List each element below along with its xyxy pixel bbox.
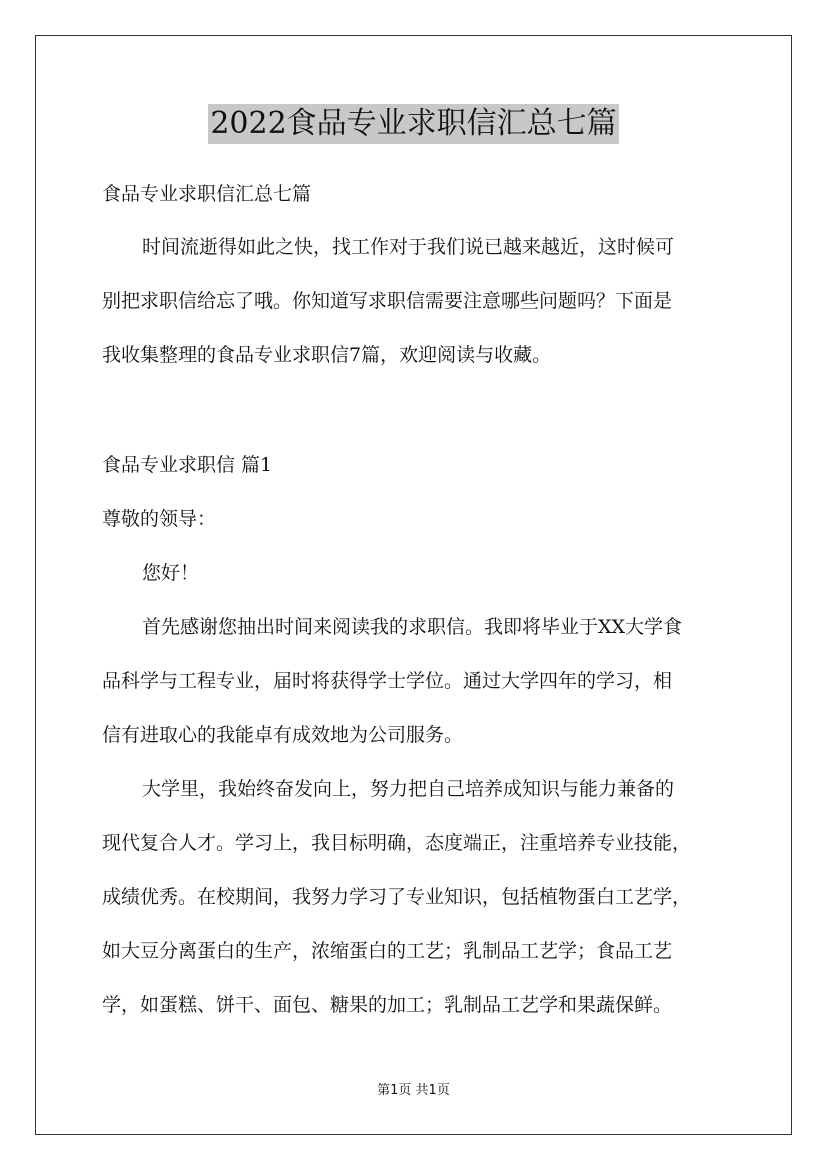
intro-line: 我收集整理的食品专业求职信7篇，欢迎阅读与收藏。 [102, 344, 552, 366]
paragraph-line: 信有进取心的我能卓有成效地为公司服务。 [102, 724, 464, 746]
paragraph-line: 成绩优秀。在校期间，我努力学习了专业知识，包括植物蛋白工艺学， [102, 886, 692, 908]
document-title: 2022食品专业求职信汇总七篇 [208, 104, 618, 144]
paragraph-line: 现代复合人才。学习上，我目标明确，态度端正，注重培养专业技能， [102, 832, 692, 854]
page-footer: 第1页 共1页 [377, 1083, 450, 1098]
paragraph-line: 品科学与工程专业，届时将获得学士学位。通过大学四年的学习，相 [102, 670, 673, 692]
paragraph-line: 大学里，我始终奋发向上，努力把自己培养成知识与能力兼备的 [142, 778, 675, 800]
intro-line: 别把求职信给忘了哦。你知道写求职信需要注意哪些问题吗？下面是 [102, 290, 673, 312]
greeting: 您好！ [142, 562, 200, 584]
paragraph-line: 如大豆分离蛋白的生产，浓缩蛋白的工艺；乳制品工艺学；食品工艺 [102, 940, 673, 962]
paragraph-line: 学，如蛋糕、饼干、面包、糖果的加工；乳制品工艺学和果蔬保鲜。 [102, 994, 673, 1016]
document-subtitle: 食品专业求职信汇总七篇 [102, 183, 312, 205]
intro-line: 时间流逝得如此之快，找工作对于我们说已越来越近，这时候可 [142, 236, 675, 258]
section-heading: 食品专业求职信 篇1 [102, 454, 273, 476]
salutation: 尊敬的领导： [102, 508, 217, 530]
title-wrapper [0, 104, 827, 144]
paragraph-line: 首先感谢您抽出时间来阅读我的求职信。我即将毕业于XX大学食 [142, 616, 683, 638]
